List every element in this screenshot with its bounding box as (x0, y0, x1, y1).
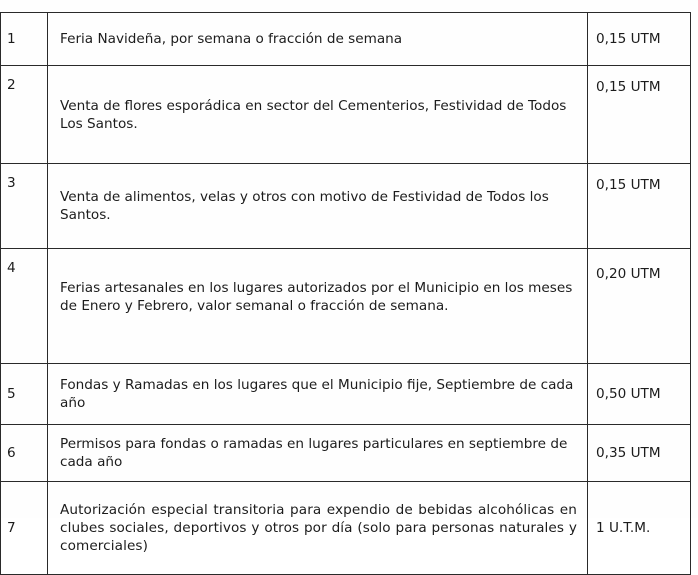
table-row (1, 164, 691, 249)
row-number: 7 (1, 482, 48, 575)
row-description: Venta de alimentos, velas y otros con motivo de Festividad de Todos los Santos. (48, 164, 588, 249)
row-description: Autorización especial transitoria para expendio de bebidas alcohólicas en clubes sociales, deportivos y otros por día (solo para personas naturales y comerciales) (48, 482, 588, 575)
row-number: 2 (1, 66, 48, 164)
row-number: 3 (1, 164, 48, 249)
row-value: 0,15 UTM (588, 13, 691, 66)
table-row (1, 249, 691, 364)
fees-table (0, 12, 691, 575)
table-row (1, 66, 691, 164)
row-number: 4 (1, 249, 48, 364)
row-value: 0,15 UTM (588, 66, 691, 164)
row-value: 0,20 UTM (588, 249, 691, 364)
row-number: 1 (1, 13, 48, 66)
row-number: 5 (1, 364, 48, 425)
row-value: 0,35 UTM (588, 425, 691, 482)
row-value: 1 U.T.M. (588, 482, 691, 575)
row-description: Feria Navideña, por semana o fracción de semana (48, 13, 588, 66)
table-row (1, 13, 691, 66)
row-description: Venta de flores esporádica en sector del Cementerios, Festividad de Todos Los Santos. (48, 66, 588, 164)
table-row (1, 364, 691, 425)
row-number: 6 (1, 425, 48, 482)
row-description: Ferias artesanales en los lugares autorizados por el Municipio en los meses de Enero y Febrero, valor semanal o fracción de semana. (48, 249, 588, 364)
table-row (1, 425, 691, 482)
row-value: 0,50 UTM (588, 364, 691, 425)
row-value: 0,15 UTM (588, 164, 691, 249)
table-row (1, 482, 691, 575)
row-description: Permisos para fondas o ramadas en lugares particulares en septiembre de cada año (48, 425, 588, 482)
row-description: Fondas y Ramadas en los lugares que el Municipio fije, Septiembre de cada año (48, 364, 588, 425)
